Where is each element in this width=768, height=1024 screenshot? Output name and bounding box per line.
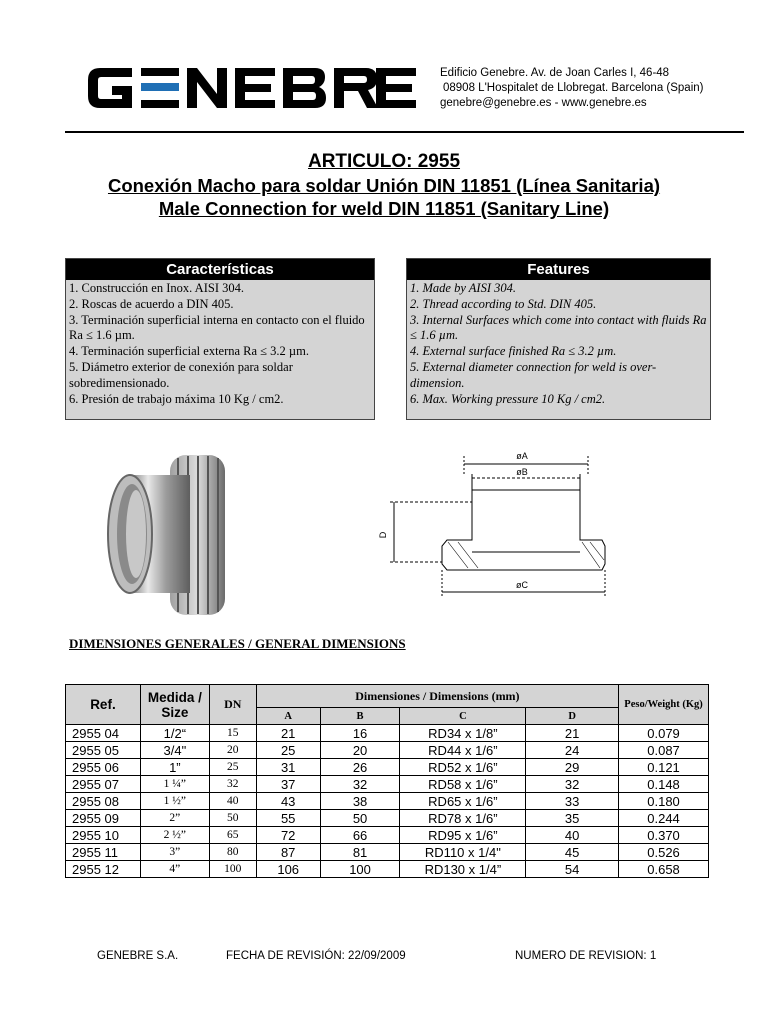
cell-ref: 2955 08 — [66, 793, 141, 810]
dimensions-table — [65, 684, 709, 878]
cell-d: 29 — [526, 759, 619, 776]
cell-a: 72 — [256, 827, 320, 844]
cell-d: 24 — [526, 742, 619, 759]
footer-revision-number: NUMERO DE REVISION: 1 — [515, 950, 657, 962]
product-photo — [100, 440, 240, 620]
caracteristica-item: 5. Diámetro exterior de conexión para soldar sobredimensionado. — [69, 359, 293, 390]
caracteristica-item: 1. Construcción en Inox. AISI 304. — [69, 281, 244, 295]
cell-ref: 2955 12 — [66, 861, 141, 878]
address-line-3: genebre@genebre.es - www.genebre.es — [440, 97, 647, 109]
cell-weight: 0.087 — [619, 742, 709, 759]
table-row — [66, 827, 709, 844]
cell-a: 87 — [256, 844, 320, 861]
dim-label-d: D — [378, 531, 388, 539]
cell-size: 2 ½” — [140, 827, 209, 844]
dim-label-b: øB — [516, 467, 528, 477]
features-box — [406, 258, 711, 420]
header-dimensions: Dimensiones / Dimensions (mm) — [256, 685, 618, 708]
cell-d: 54 — [526, 861, 619, 878]
cell-a: 25 — [256, 742, 320, 759]
cell-size: 2” — [140, 810, 209, 827]
table-row — [66, 759, 709, 776]
header-weight: Peso/Weight (Kg) — [619, 685, 709, 725]
title-english: Male Connection for weld DIN 11851 (Sanitary Line) — [158, 198, 610, 219]
table-row — [66, 844, 709, 861]
cell-weight: 0.244 — [619, 810, 709, 827]
cell-c: RD44 x 1/6” — [400, 742, 526, 759]
cell-b: 16 — [320, 725, 400, 742]
cell-ref: 2955 11 — [66, 844, 141, 861]
cell-dn: 32 — [209, 776, 256, 793]
cell-size: 4” — [140, 861, 209, 878]
caracteristica-item: 4. Terminación superficial externa Ra ≤ 3.2 µm. — [69, 344, 309, 359]
feature-item: 2. Thread according to Std. DIN 405. — [410, 296, 597, 311]
caracteristica-item: 3. Terminación superficial interna en contacto con el fluido Ra ≤ 1.6 µm. — [69, 312, 365, 343]
caracteristicas-box — [65, 258, 375, 420]
cell-dn: 15 — [209, 725, 256, 742]
cell-a: 31 — [256, 759, 320, 776]
address-line-1: Edificio Genebre. Av. de Joan Carles I, 46-48 — [440, 67, 670, 79]
genebre-logo — [86, 62, 416, 112]
dim-label-a: øA — [516, 451, 528, 461]
table-row — [66, 810, 709, 827]
cell-ref: 2955 07 — [66, 776, 141, 793]
cell-c: RD110 x 1/4" — [400, 844, 526, 861]
table-row — [66, 861, 709, 878]
header-b: B — [320, 708, 400, 725]
feature-item: 5. External diameter connection for weld is over-dimension. — [410, 359, 657, 390]
cell-c: RD58 x 1/6” — [400, 776, 526, 793]
cell-c: RD78 x 1/6” — [400, 810, 526, 827]
cell-dn: 50 — [209, 810, 256, 827]
cell-b: 26 — [320, 759, 400, 776]
caracteristica-item: 6. Presión de trabajo máxima 10 Kg / cm2. — [69, 391, 284, 406]
cell-dn: 65 — [209, 827, 256, 844]
header-ref: Ref. — [66, 685, 141, 725]
header-size: Medida / Size — [140, 685, 209, 725]
cell-size: 3” — [140, 844, 209, 861]
cell-c: RD34 x 1/8” — [400, 725, 526, 742]
cell-dn: 80 — [209, 844, 256, 861]
caracteristicas-heading: Características — [66, 259, 374, 280]
cell-weight: 0.148 — [619, 776, 709, 793]
cell-c: RD130 x 1/4” — [400, 861, 526, 878]
cell-size: 3/4" — [140, 742, 209, 759]
table-row — [66, 742, 709, 759]
address-line-2: 08908 L'Hospitalet de Llobregat. Barcelona (Spain) — [443, 82, 704, 94]
cell-ref: 2955 05 — [66, 742, 141, 759]
footer-revision-date: FECHA DE REVISIÓN: 22/09/2009 — [226, 950, 406, 962]
cell-size: 1 ½” — [140, 793, 209, 810]
cell-dn: 25 — [209, 759, 256, 776]
cell-c: RD52 x 1/6” — [400, 759, 526, 776]
feature-item: 1. Made by AISI 304. — [410, 281, 516, 295]
cell-size: 1” — [140, 759, 209, 776]
dimensions-title: DIMENSIONES GENERALES / GENERAL DIMENSIONS — [69, 636, 406, 651]
cell-a: 21 — [256, 725, 320, 742]
cell-size: 1/2“ — [140, 725, 209, 742]
cell-ref: 2955 06 — [66, 759, 141, 776]
feature-item: 3. Internal Surfaces which come into contact with fluids Ra ≤ 1.6 µm. — [410, 312, 707, 343]
cell-b: 81 — [320, 844, 400, 861]
cell-weight: 0.370 — [619, 827, 709, 844]
title-spanish: Conexión Macho para soldar Unión DIN 11851 (Línea Sanitaria) — [107, 175, 661, 196]
cell-weight: 0.526 — [619, 844, 709, 861]
header-divider — [65, 131, 744, 133]
feature-item: 6. Max. Working pressure 10 Kg / cm2. — [410, 391, 606, 406]
company-address — [440, 66, 703, 111]
article-title: ARTICULO: 2955 — [307, 151, 461, 172]
cell-b: 20 — [320, 742, 400, 759]
cell-b: 50 — [320, 810, 400, 827]
cell-weight: 0.658 — [619, 861, 709, 878]
cell-d: 45 — [526, 844, 619, 861]
document-title — [0, 150, 768, 220]
cell-c: RD65 x 1/6” — [400, 793, 526, 810]
cell-b: 38 — [320, 793, 400, 810]
cell-b: 66 — [320, 827, 400, 844]
cell-d: 32 — [526, 776, 619, 793]
features-heading: Features — [407, 259, 710, 280]
cell-weight: 0.121 — [619, 759, 709, 776]
features-list — [407, 280, 710, 408]
cell-b: 32 — [320, 776, 400, 793]
cell-a: 37 — [256, 776, 320, 793]
feature-item: 4. External surface finished Ra ≤ 3.2 µm. — [410, 344, 617, 359]
caracteristicas-list — [66, 280, 374, 408]
table-row — [66, 725, 709, 742]
cell-a: 43 — [256, 793, 320, 810]
cell-size: 1 ¼” — [140, 776, 209, 793]
table-row — [66, 776, 709, 793]
table-row — [66, 793, 709, 810]
header-c: C — [400, 708, 526, 725]
cell-d: 33 — [526, 793, 619, 810]
cell-d: 21 — [526, 725, 619, 742]
cell-b: 100 — [320, 861, 400, 878]
technical-drawing — [372, 442, 612, 602]
dimensions-rows — [66, 725, 709, 878]
header-a: A — [256, 708, 320, 725]
cell-weight: 0.180 — [619, 793, 709, 810]
cell-d: 40 — [526, 827, 619, 844]
header-d: D — [526, 708, 619, 725]
header-dn: DN — [209, 685, 256, 725]
cell-ref: 2955 10 — [66, 827, 141, 844]
cell-ref: 2955 04 — [66, 725, 141, 742]
caracteristica-item: 2. Roscas de acuerdo a DIN 405. — [69, 296, 234, 311]
dim-label-c: øC — [516, 580, 528, 590]
cell-a: 55 — [256, 810, 320, 827]
cell-weight: 0.079 — [619, 725, 709, 742]
cell-dn: 40 — [209, 793, 256, 810]
cell-d: 35 — [526, 810, 619, 827]
cell-dn: 100 — [209, 861, 256, 878]
cell-a: 106 — [256, 861, 320, 878]
cell-c: RD95 x 1/6” — [400, 827, 526, 844]
cell-ref: 2955 09 — [66, 810, 141, 827]
footer-company: GENEBRE S.A. — [97, 950, 179, 962]
cell-dn: 20 — [209, 742, 256, 759]
